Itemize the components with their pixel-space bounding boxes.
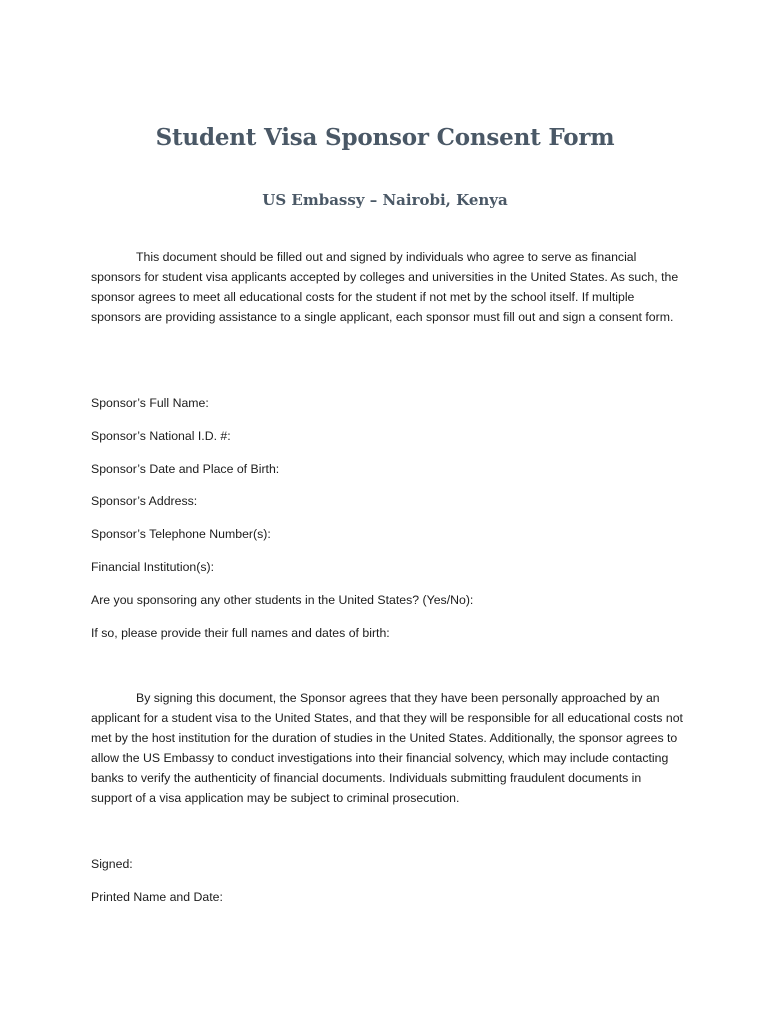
field-financial-institution: Financial Institution(s): (91, 560, 215, 574)
field-sponsor-birth: Sponsor’s Date and Place of Birth: (91, 462, 280, 476)
document-subtitle: US Embassy – Nairobi, Kenya (262, 191, 508, 209)
consent-paragraph: By signing this document, the Sponsor agrees that they have been personally approached by an applicant for a student visa to the United States, and that they will be responsible for all educational costs not met by the host institution for the duration of studies in the United States. Additionally, the sponsor agrees to allow the US Embassy to conduct investigations into their financial solvency, which may include contacting banks to verify the authenticity of financial documents. Individuals submitting fraudulent documents in support of a visa application may be subject to criminal prosecution. (91, 691, 683, 805)
document-title: Student Visa Sponsor Consent Form (155, 124, 615, 151)
field-sponsor-full-name: Sponsor’s Full Name: (91, 396, 209, 410)
field-sponsor-national-id: Sponsor’s National I.D. #: (91, 429, 231, 443)
field-other-students: Are you sponsoring any other students in the United States? (Yes/No): (91, 593, 474, 607)
field-other-students-details: If so, please provide their full names and dates of birth: (91, 626, 390, 640)
field-printed-name-date: Printed Name and Date: (91, 890, 223, 904)
field-sponsor-telephone: Sponsor’s Telephone Number(s): (91, 527, 271, 541)
field-sponsor-address: Sponsor’s Address: (91, 494, 198, 508)
field-signed: Signed: (91, 857, 133, 871)
intro-paragraph: This document should be filled out and signed by individuals who agree to serve as financial sponsors for student visa applicants accepted by colleges and universities in the United States. As such, the sponsor agrees to meet all educational costs for the student if not met by the school itself. If multiple sponsors are providing assistance to a single applicant, each sponsor must fill out and sign a consent form. (91, 250, 679, 324)
